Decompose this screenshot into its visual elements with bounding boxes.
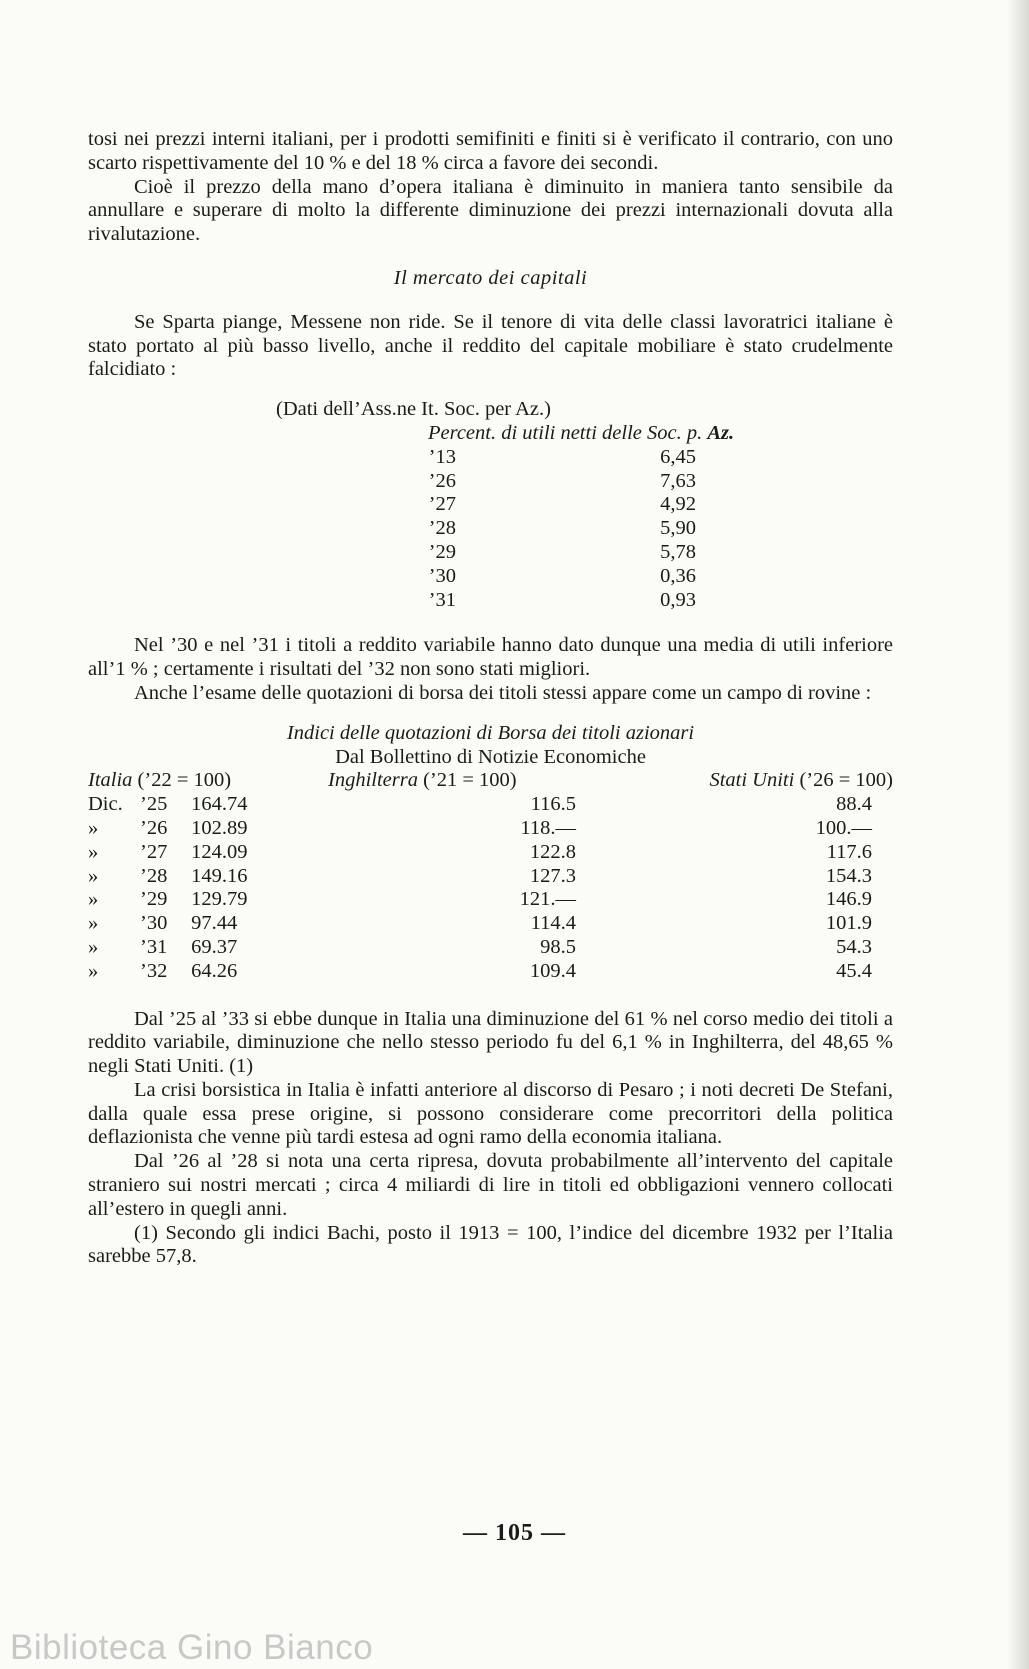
italia-value: 149.16	[191, 864, 248, 887]
page-number: — 105 —	[463, 1520, 566, 1546]
row-year: ’25	[140, 793, 168, 816]
row-year: ’26	[140, 816, 168, 839]
row-year: ’31	[140, 935, 168, 958]
inghilterra-value: 127.3	[529, 864, 576, 887]
header-inghilterra	[328, 769, 628, 793]
section-heading: Il mercato dei capitali	[393, 266, 588, 289]
table1-value: 5,78	[660, 540, 696, 563]
italia-value: 97.44	[191, 912, 238, 935]
stati-uniti-value: 146.9	[825, 888, 872, 911]
row-date	[88, 960, 328, 984]
table1-year: ’13	[428, 445, 456, 468]
stati-uniti-value: 154.3	[825, 864, 872, 887]
row-month: »	[88, 935, 99, 958]
table-row	[356, 517, 893, 541]
row-year: ’30	[140, 912, 168, 935]
italia-value: 64.26	[191, 959, 238, 982]
table-row	[88, 817, 893, 841]
row-month: »	[88, 816, 99, 839]
table1-value: 4,92	[660, 493, 696, 516]
table-row	[88, 888, 893, 912]
table1-year: ’28	[428, 517, 456, 540]
table1-year: ’26	[428, 469, 456, 492]
stock-index-table	[88, 769, 893, 983]
row-date	[88, 936, 328, 960]
table1-value: 5,90	[660, 517, 696, 540]
table-row	[356, 470, 893, 494]
table1-value: 0,93	[660, 588, 696, 611]
row-date	[88, 793, 328, 817]
table1-value: 6,45	[660, 445, 696, 468]
paragraph-quotations: Anche l’esame delle quotazioni di borsa dei titoli stessi appare come un campo di rovine :	[134, 681, 872, 704]
header-italia	[88, 769, 328, 793]
table-row	[88, 936, 893, 960]
table1-year: ’29	[428, 540, 456, 563]
stati-uniti-value: 117.6	[826, 840, 872, 863]
footnote: (1) Secondo gli indici Bachi, posto il 1913 = 100, l’indice del dicembre 1932 per l’Italia sarebbe 57,8.	[88, 1221, 893, 1268]
paragraph-prices: tosi nei prezzi interni italiani, per i prodotti semifiniti e finiti si è verificato il contrario, con uno scarto rispettivamente del 10 % e del 18 % circa a favore dei secondi.	[88, 128, 893, 174]
header-stati-uniti	[628, 769, 893, 793]
table1-caption-bold: Az.	[707, 421, 735, 444]
italia-value: 102.89	[191, 816, 248, 839]
row-month: »	[88, 912, 99, 935]
table1-year: ’30	[428, 564, 456, 587]
stati-uniti-value: 101.9	[825, 912, 872, 935]
header-base: (’21 = 100)	[423, 769, 517, 792]
table-row	[356, 446, 893, 470]
library-watermark: Biblioteca Gino Bianco	[10, 1628, 374, 1667]
row-date	[88, 888, 328, 912]
spacer	[88, 984, 893, 1008]
inghilterra-value: 116.5	[530, 793, 576, 816]
spacer	[88, 612, 893, 634]
table-row	[88, 841, 893, 865]
row-month: »	[88, 888, 99, 911]
header-base: (’26 = 100)	[799, 769, 893, 792]
header-country: Italia	[88, 769, 133, 792]
table-row	[88, 912, 893, 936]
table1-caption-text: Percent. di utili netti delle Soc. p.	[428, 421, 703, 444]
table1-value: 7,63	[660, 469, 696, 492]
row-date	[88, 912, 328, 936]
table-row	[88, 960, 893, 984]
table1-value: 0,36	[660, 564, 696, 587]
row-month: »	[88, 840, 99, 863]
paragraph-crisis: La crisi borsistica in Italia è infatti anteriore al discorso di Pesaro ; i noti decreti De Stefani, dalla quale essa prese origine, si possono considerare come precorritori della politica deflazionista che venne più tardi estesa ad ogni ramo della economia italiana.	[88, 1078, 893, 1149]
row-date	[88, 841, 328, 865]
paragraph-recovery: Dal ’26 al ’28 si nota una certa ripresa, dovuta probabilmente all’intervento del capitale straniero sui nostri mercati ; circa 4 miliardi di lire in titoli ed obbligazioni vennero collocati all’estero in quegli anni.	[88, 1150, 893, 1220]
row-year: ’32	[140, 959, 168, 982]
row-month: »	[88, 959, 99, 982]
row-year: ’29	[140, 888, 168, 911]
table1-caption	[428, 422, 893, 446]
row-year: ’28	[140, 864, 168, 887]
table-row	[88, 793, 893, 817]
table1-year: ’31	[428, 588, 456, 611]
paragraph-decline: Dal ’25 al ’33 si ebbe dunque in Italia una diminuzione del 61 % nel corso medio dei titoli a reddito variabile, diminuzione che nello stesso periodo fu del 6,1 % in Inghilterra, del 48,65 % negli Stati Uniti. (1)	[88, 1007, 893, 1078]
page-edge-shadow	[1007, 0, 1029, 1669]
row-year: ’27	[140, 840, 168, 863]
stati-uniti-value: 100.—	[815, 816, 872, 839]
row-date	[88, 865, 328, 889]
inghilterra-value: 121.—	[519, 888, 576, 911]
italia-value: 69.37	[191, 935, 238, 958]
italia-value: 164.74	[191, 793, 248, 816]
table2-subtitle: Dal Bollettino di Notizie Economiche	[335, 745, 646, 768]
table1-rows	[356, 446, 893, 613]
body-text	[88, 128, 893, 1269]
table-row	[356, 541, 893, 565]
paragraph-labour-cost: Cioè il prezzo della mano d’opera italiana è diminuito in maniera tanto sensibile da annullare e superare di molto la differente diminuzione dei prezzi internazionali dovuta alla rivalutazione.	[88, 175, 893, 246]
header-country: Stati Uniti	[709, 769, 795, 792]
paragraph-sparta: Se Sparta piange, Messene non ride. Se il tenore di vita delle classi lavoratrici italiane è stato portato al più basso livello, anche il reddito del capitale mobiliare è stato crudelmente falcidiato :	[88, 310, 893, 381]
stati-uniti-value: 45.4	[836, 959, 872, 982]
inghilterra-value: 114.4	[530, 912, 576, 935]
table-row	[356, 589, 893, 613]
row-date	[88, 817, 328, 841]
inghilterra-value: 98.5	[540, 935, 576, 958]
table-row	[356, 493, 893, 517]
header-country: Inghilterra	[328, 769, 418, 792]
row-month: »	[88, 864, 99, 887]
header-base: (’22 = 100)	[137, 769, 232, 792]
inghilterra-value: 122.8	[529, 840, 576, 863]
inghilterra-value: 109.4	[529, 959, 576, 982]
inghilterra-value: 118.—	[520, 816, 576, 839]
paragraph-dividends: Nel ’30 e nel ’31 i titoli a reddito variabile hanno dato dunque una media di utili inferiore all’1 % ; certamente i risultati del ’32 non sono stati migliori.	[88, 634, 893, 681]
table-row	[356, 565, 893, 589]
table1-year: ’27	[428, 493, 456, 516]
stati-uniti-value: 54.3	[836, 935, 872, 958]
italia-value: 124.09	[191, 840, 248, 863]
table-row	[88, 865, 893, 889]
italia-value: 129.79	[191, 888, 248, 911]
table1-source: (Dati dell’Ass.ne It. Soc. per Az.)	[276, 398, 551, 421]
table2-title: Indici delle quotazioni di Borsa dei titoli azionari	[286, 721, 695, 744]
stati-uniti-value: 88.4	[836, 793, 872, 816]
table-header-row	[88, 769, 893, 793]
row-month: Dic.	[88, 793, 123, 816]
table2-rows	[88, 793, 893, 983]
